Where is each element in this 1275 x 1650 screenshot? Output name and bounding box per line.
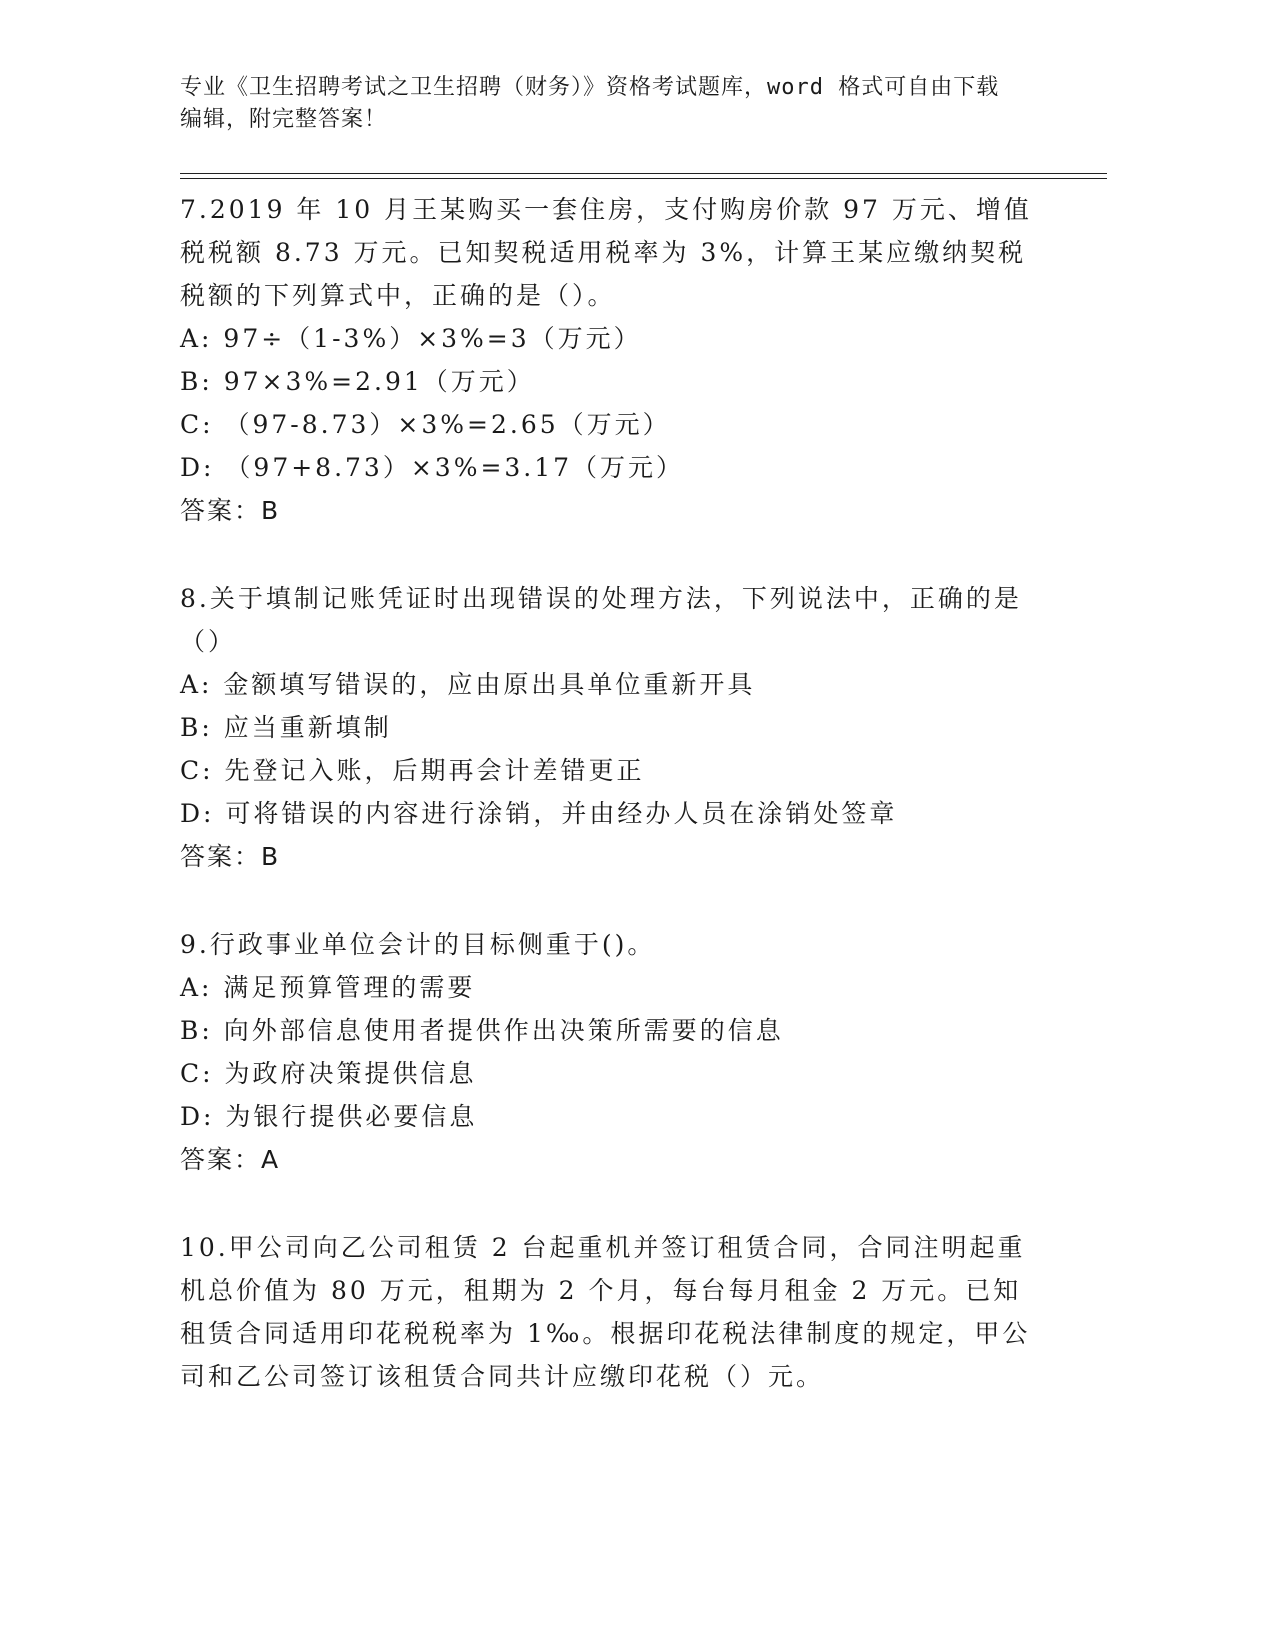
option-c: C: 为政府决策提供信息 [180,1059,477,1088]
option-d: D: 为银行提供必要信息 [180,1102,478,1131]
option-c: C: 先登记入账，后期再会计差错更正 [180,756,645,785]
option-c: C: （97-8.73）×3%=2.65（万元） [180,410,671,439]
option-d: D: （97+8.73）×3%=3.17（万元） [180,453,685,482]
header-divider-thick [180,178,1107,179]
option-a: A: 满足预算管理的需要 [180,973,476,1002]
question-text: 7.2019 年 10 月王某购买一套住房，支付购房价款 97 万元、增值税税额 8.73 万元。已知契税适用税率为 3%，计算王某应缴纳契税税额的下列算式中，正确的是（）。 [180,195,1032,310]
question-9 [180,923,1080,1181]
option-a: A: 97÷（1-3%）×3%=3（万元） [180,324,642,353]
option-list [180,317,1080,489]
question-text: 10.甲公司向乙公司租赁 2 台起重机并签订租赁合同，合同注明起重机总价值为 80 万元，租期为 2 个月，每台每月租金 2 万元。已知租赁合同适用印花税税率为 1‰。根据印花税法律制度的规定，甲公司和乙公司签订该租赁合同共计应缴印花税（）元。 [180,1233,1031,1391]
question-text: 9.行政事业单位会计的目标侧重于()。 [180,930,656,959]
header-line-2: 编辑，附完整答案！ [180,107,388,132]
question-7 [180,188,1080,532]
option-d: D: 可将错误的内容进行涂销，并由经办人员在涂销处签章 [180,799,898,828]
answer-label: 答案：B [180,496,281,525]
question-list [180,188,1080,1443]
question-10 [180,1226,1080,1398]
answer-label: 答案：A [180,1145,281,1174]
option-list [180,663,1080,835]
option-b: B: 应当重新填制 [180,713,392,742]
question-8 [180,577,1080,878]
header-line-1: 专业《卫生招聘考试之卫生招聘（财务）》资格考试题库，word 格式可自由下载 [180,75,1000,100]
option-b: B: 向外部信息使用者提供作出决策所需要的信息 [180,1016,784,1045]
document-header [180,72,1080,136]
option-list [180,966,1080,1138]
question-text: 8.关于填制记账凭证时出现错误的处理方法，下列说法中，正确的是（） [180,584,1022,656]
option-b: B: 97×3%=2.91（万元） [180,367,535,396]
answer-label: 答案：B [180,842,281,871]
option-a: A: 金额填写错误的，应由原出具单位重新开具 [180,670,756,699]
header-divider-thin [180,173,1107,174]
